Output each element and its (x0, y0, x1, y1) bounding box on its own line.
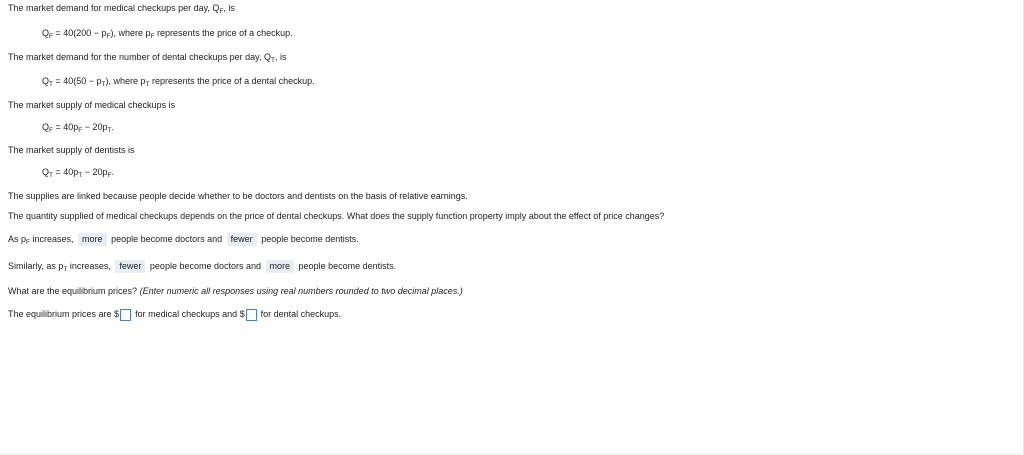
intro-medical-supply: The market supply of medical checkups is (8, 100, 176, 110)
question-pf-increase: As $p_F$ increases, more people become doctors and fewer people become dentists. (8, 234, 359, 246)
dental-supply-equation: $Q_T = 40p_T - 20p_F$. (42, 167, 115, 179)
supplies-linked-statement: The supplies are linked because people decide whether to be doctors and dentists on the basis of relative earnings. (8, 191, 468, 201)
supply-property-question: The quantity supplied of medical checkups depends on the price of dental checkups. What does the supply function property imply about the effect of price changes? (8, 211, 665, 221)
intro-medical-demand: The market demand for medical checkups per day, $Q_F$, is (8, 3, 235, 15)
intro-dental-supply: The market supply of dentists is (8, 145, 135, 155)
medical-price-input[interactable] (120, 309, 131, 321)
intro-dental-demand: The market demand for the number of dental checkups per day, $Q_T$, is (8, 52, 287, 64)
equilibrium-question: What are the equilibrium prices? (Enter numeric all responses using real numbers rounded to two decimal places.) (8, 286, 463, 296)
medical-supply-equation: $Q_F = 40p_F - 20p_T$. (42, 122, 115, 134)
medical-demand-equation: $Q_F = 40(200 - p_F)$, where $p_F$ represents the price of a checkup. (42, 28, 293, 40)
answer-dropdown-doctors-pt[interactable]: fewer (115, 260, 145, 273)
dental-demand-equation: $Q_T = 40(50 - p_T)$, where $p_T$ represents the price of a dental checkup. (42, 76, 315, 88)
equilibrium-answer-line: The equilibrium prices are $ for medical checkups and $ for dental checkups. (8, 309, 342, 319)
answer-dropdown-doctors-pf[interactable]: more (78, 233, 107, 246)
question-pt-increase: Similarly, as $p_T$ increases, fewer people become doctors and more people become dentists. (8, 261, 397, 273)
answer-dropdown-dentists-pt[interactable]: more (266, 260, 295, 273)
dental-price-input[interactable] (246, 309, 257, 321)
answer-dropdown-dentists-pf[interactable]: fewer (227, 233, 257, 246)
rounding-hint: (Enter numeric all responses using real numbers rounded to two decimal places.) (139, 286, 463, 296)
